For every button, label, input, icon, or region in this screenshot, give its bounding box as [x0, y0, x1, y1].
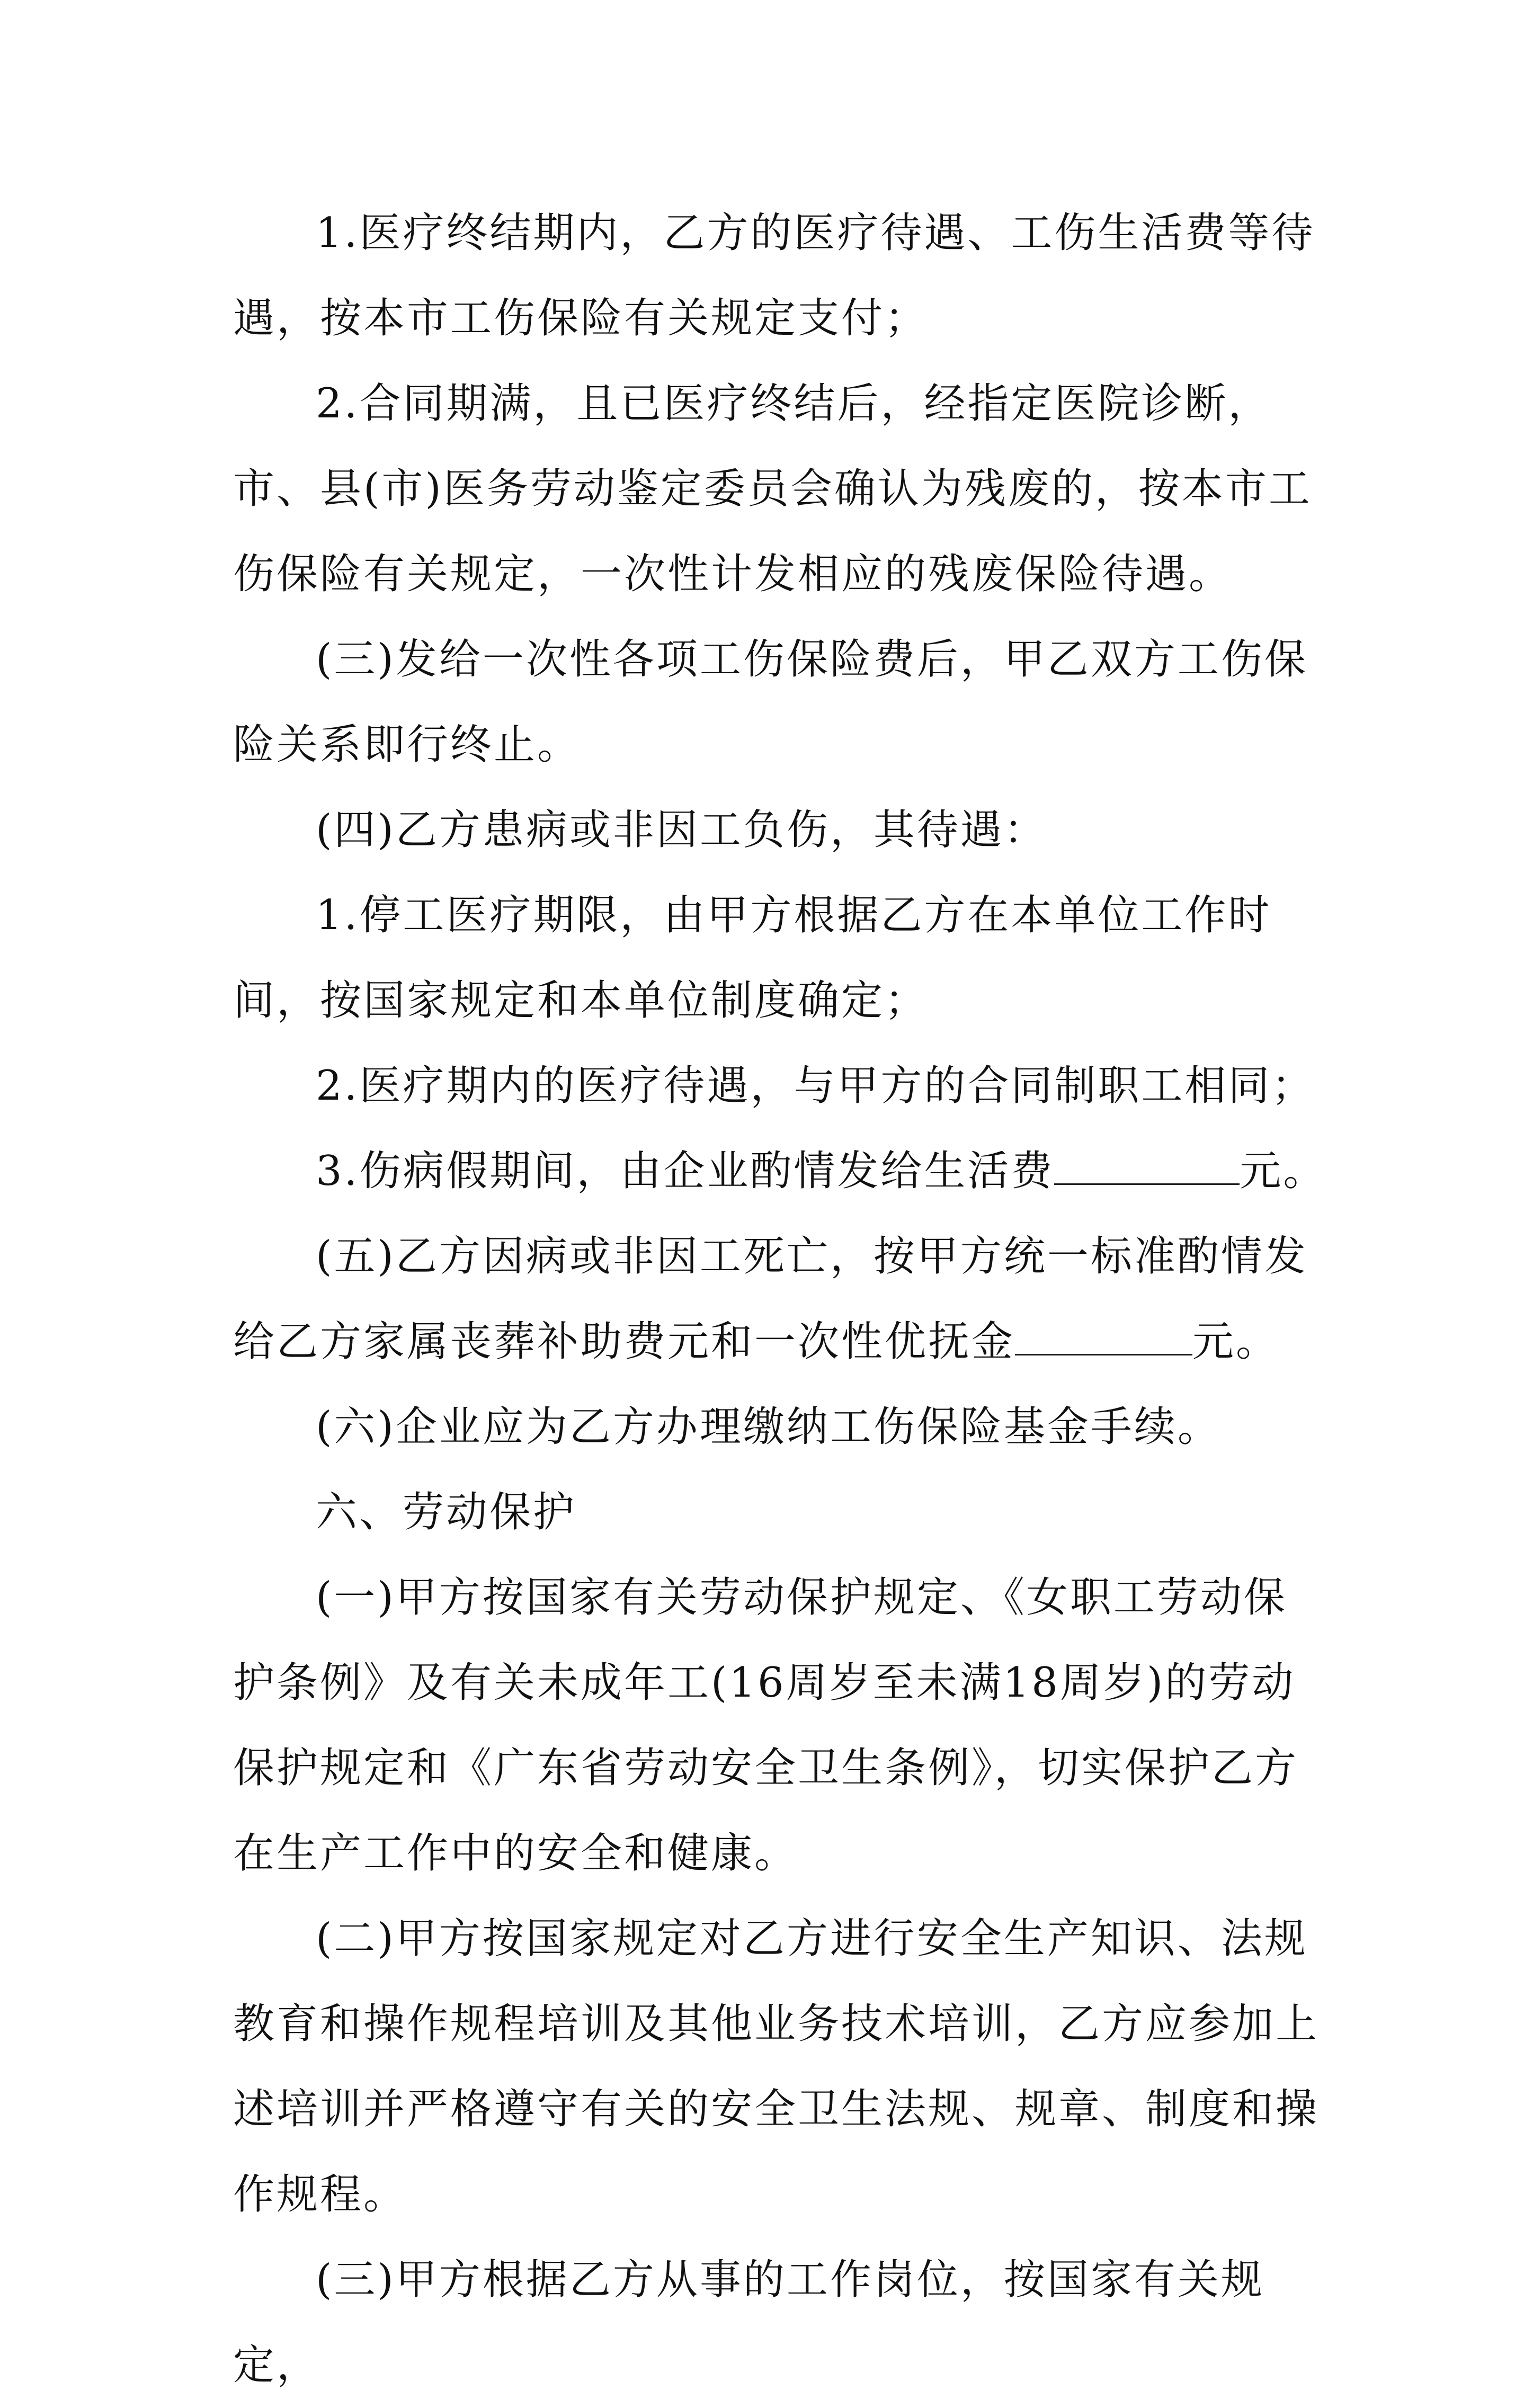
paragraph: (一)甲方按国家有关劳动保护规定、《女职工劳动保护条例》及有关未成年工(16周岁至未满18周岁)的劳动保护规定和《广东省劳动安全卫生条例》，切实保护乙方在生产工作中的安全和健康。 — [233, 1574, 1299, 1877]
paragraph: 2.医疗期内的医疗待遇，与甲方的合同制职工相同； — [316, 1062, 1315, 1110]
paragraph: 1.停工医疗期限，由甲方根据乙方在本单位工作时间，按国家规定和本单位制度确定； — [233, 891, 1272, 1024]
paragraph-with-blank — [233, 1214, 1330, 1385]
paragraph: (三)发给一次性各项工伤保险费后，甲乙双方工伤保险关系即行终止。 — [233, 636, 1308, 769]
paragraph: (六)企业应为乙方办理缴纳工伤保险基金手续。 — [316, 1403, 1221, 1451]
paragraph: (四)乙方患病或非因工负伤，其待遇： — [316, 806, 1047, 854]
paragraph: 2.合同期满，且已医疗终结后，经指定医院诊断，市、县(市)医务劳动鉴定委员会确认为残废的，按本市工伤保险有关规定，一次性计发相应的残废保险待遇。 — [233, 380, 1312, 598]
paragraph-text: 元。 — [1240, 1147, 1327, 1195]
paragraph-text: 元。 — [1192, 1318, 1280, 1366]
fill-in-blank — [1054, 1146, 1240, 1185]
paragraph: (三)甲方根据乙方从事的工作岗位，按国家有关规定， — [233, 2256, 1264, 2389]
paragraph: (二)甲方按国家规定对乙方进行安全生产知识、法规教育和操作规程培训及其他业务技术培训，乙方应参加上述培训并严格遵守有关的安全卫生法规、规章、制度和操作规程。 — [233, 1915, 1320, 2218]
paragraph-with-blank — [233, 1129, 1330, 1214]
paragraph-text: (五)乙方因病或非因工死亡，按甲方统一标准酌情发给乙方家属丧葬补助费元和一次性优抚金 — [233, 1233, 1308, 1366]
section-heading: 六、劳动保护 — [316, 1488, 577, 1536]
paragraph-text: 3.伤病假期间，由企业酌情发给生活费 — [316, 1147, 1055, 1195]
document-body — [233, 191, 1330, 2408]
fill-in-blank — [1015, 1317, 1192, 1355]
paragraph: 1.医疗终结期内，乙方的医疗待遇、工伤生活费等待遇，按本市工伤保险有关规定支付； — [233, 209, 1315, 342]
